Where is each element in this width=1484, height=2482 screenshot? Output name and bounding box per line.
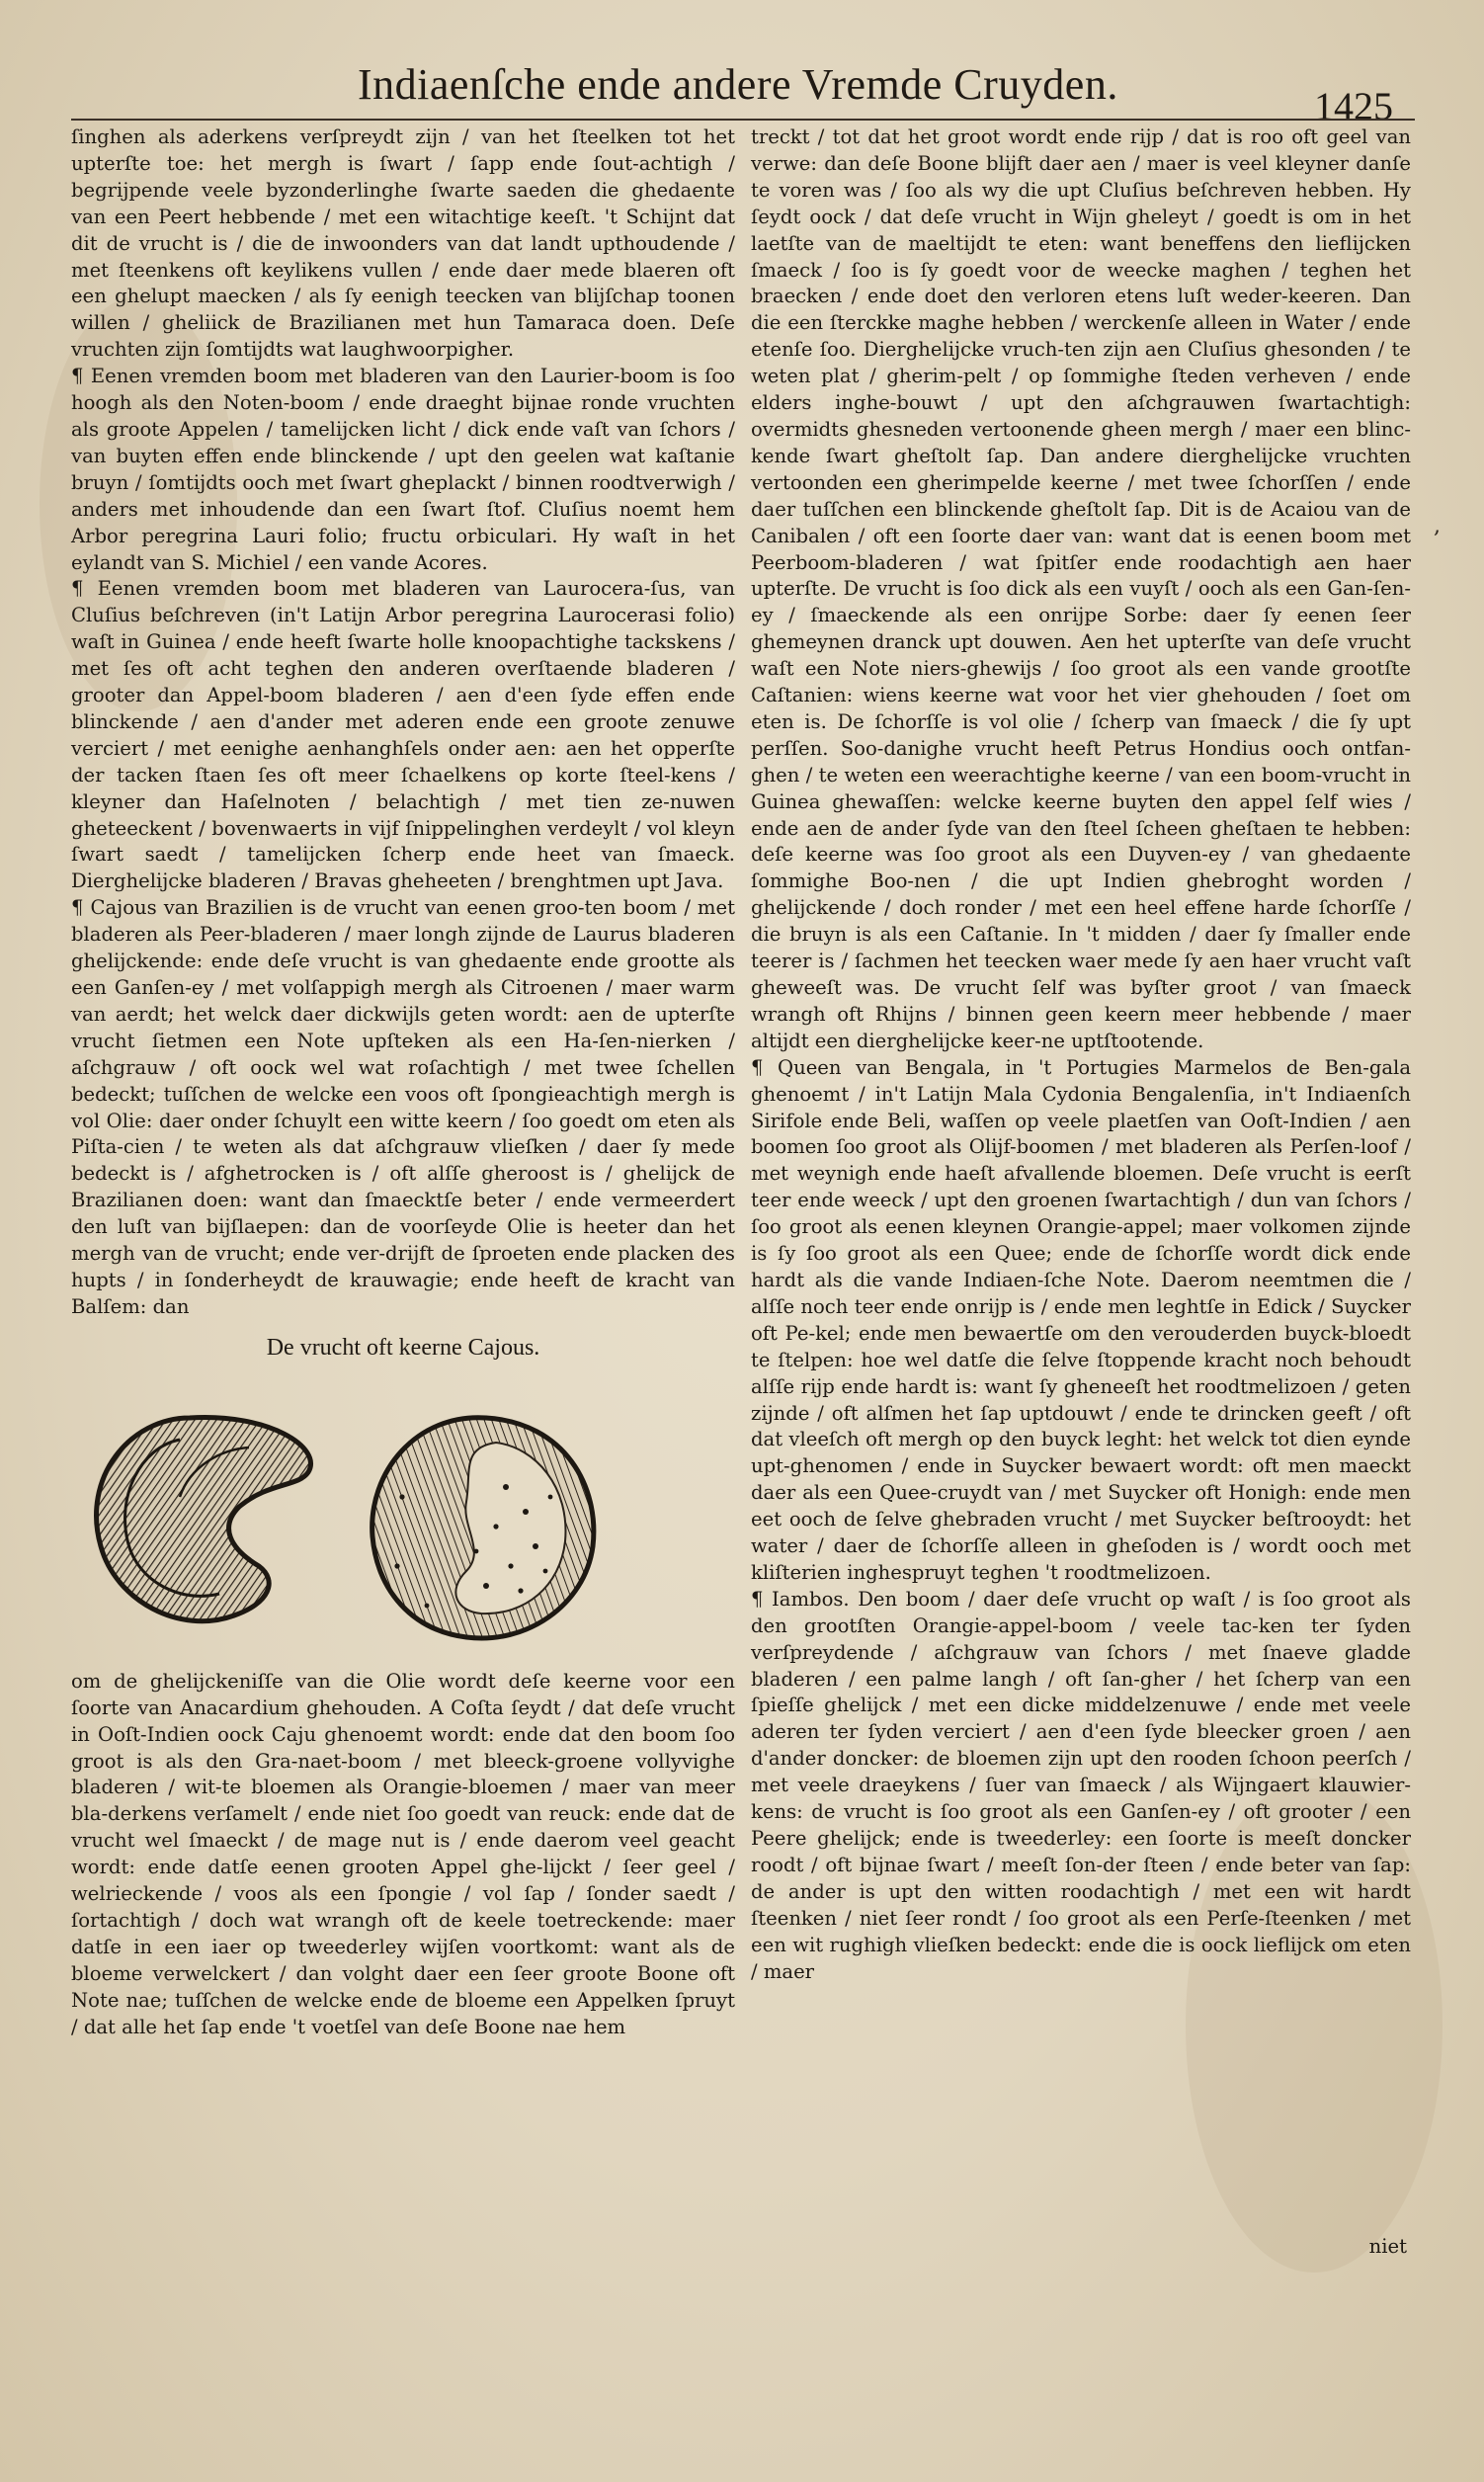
paragraph: ¶ Eenen vremden boom met bladeren van den Laurier-boom is ſoo hoogh als den Noten-boom / ende draeght bijnae ronde vruchten als groote Appelen / tamelijcken licht / dick ende vaſt van ſchors / van buyten effen ende blinckende / upt den geelen wat kaſtanie bruyn / ſomtijdts ooch met ſwart gheplackt / binnen roodtverwigh / anders met inhoudende dan een ſwart ſtof. Cluſius noemt hem Arbor peregrina Lauri folio; fructu orbiculari. Hy waſt in het eylandt van S. Michiel / een vande Acores.	[71, 365, 735, 574]
paragraph: ¶ Cajous van Brazilien is de vrucht van eenen groo-ten boom / met bladeren als Peer-bladeren / maer longh zijnde de Laurus bladeren ghelijckende: ende deſe vrucht is van ghedaente ende grootte als een Ganſen-ey / met volſappigh mergh als Citroenen / maer warm van aerdt; het welck daer dickwijls geten wordt: aen de upterſte vrucht ſietmen een Note upſteken als een Ha-ſen-nierken / aſchgrauw / oft oock wel wat roſachtigh / met twee ſchellen bedeckt; tuſſchen de welcke een voos oft ſpongieachtigh mergh is vol Olie: daer onder ſchuylt een witte keern / ſoo goedt om eten als Piſta-cien / te weten als dat aſchgrauw vlieſken / daer ſy mede bedeckt is / afghetrocken is / oft alſſe gheroost is / ghelijck de Brazilianen doen: want dan ſmaecktſe beter / ende vermeerdert den luſt van bijſlaepen: dan de voorſeyde Olie is heeter dan het mergh van de vrucht; ende ver-drijft de ſproeten ende placken des hupts / in ſonderheydt de krauwagie; ende heeft de kracht van Balſem: dan	[71, 896, 735, 1318]
header-rule	[71, 119, 1415, 121]
left-column	[71, 124, 735, 2040]
paragraph: ¶ Queen van Bengala, in 't Portugies Marmelos de Ben-gala ghenoemt / in't Latijn Mala Cydonia Bengalenſia, in't Indiaenſch Sirifole ende Beli, waſſen op veele plaetſen van Ooſt-Indien / aen boomen ſoo groot als Olijf-boomen / met bladeren als Perſen-loof / met weynigh ende haeſt afvallende bloemen. Deſe vrucht is eerſt teer ende weeck / upt den groenen ſwartachtigh / dun van ſchors / ſoo groot als eenen kleynen Orangie-appel; maer volkomen zijnde is ſy ſoo groot als een Quee; ende de ſchorſſe wordt dick ende hardt als die vande Indiaen-ſche Note. Daerom neemtmen die / alſſe noch teer ende onrijp is / ende men leghtſe in Edick / Suycker oft Pe-kel; ende men bewaertſe om den verouderden buyck-bloedt te ſtelpen: hoe wel datſe die ſelve ſtoppende kracht noch behoudt alſſe rijp ende hardt is: want ſy gheneeſt het roodtmelizoen / geten zijnde / oft alſmen het ſap uptdouwt / ende te drincken geeft / oft dat vleeſch oft mergh op den buyck leght: het welck tot dien eynde upt-ghenomen / ende in Suycker bewaert wordt: oft men maeckt daer als een Quee-cruydt van / met Suycker oft Honigh: ende men eet ooch de ſelve ghebraden vrucht / met Suycker beſtrooydt: het water / daer de ſchorſſe alleen in gheſoden is / wordt ooch met kliſterien inghespruyt teghen 't roodtmelizoen.	[751, 1055, 1411, 1584]
right-column	[751, 124, 1411, 1985]
woodcut-illustration	[71, 1378, 735, 1651]
cashew-kernel-left	[97, 1417, 311, 1620]
paragraph: treckt / tot dat het groot wordt ende rijp / dat is roo oft geel van verwe: dan deſe Boone blijft daer aen / maer is veel kleyner danſe te voren was / ſoo als wy die upt Cluſius beſchreven hebben. Hy ſeydt oock / dat deſe vrucht in Wijn gheleyt / goedt is om in het laetſte van de maeltijdt te eten: want beneffens den lieflijcken ſmaeck / ſoo is ſy goedt voor de weecke maghen / teghen het braecken / ende doet den verloren etens luſt weder-keeren. Dan die een ſterckke maghe hebben / werckenſe alleen in Water / ende etenſe ſoo. Dierghelijcke vruch-ten zijn aen Cluſius ghesonden / te weten plat / gherim-pelt / op ſommighe ſteden verheven / ende elders inghe-bouwt / upt den aſchgrauwen ſwartachtigh: overmidts ghesneden vertoonende gheen mergh / maer een blinc-kende ſwart gheſtolt ſap. Dan andere dierghelijcke vruchten vertoonden een gherimpelde keerne / met twee ſchorſſen / ende daer tuſſchen een blinckende gheſtolt ſap. Dit is de Acaiou van de Canibalen / oft een ſoorte daer van: want dat is eenen boom met Peerboom-bladeren / wat ſpitſer ende roodachtigh aen haer upterſte. De vrucht is ſoo dick als een vuyſt / ooch als een Gan-ſen-ey / ſmaeckende als een onrijpe Sorbe: daer ſy eenen ſeer ghemeynen dranck upt douwen. Aen het upterſte van deſe vrucht waſt een Note niers-ghewijs / ſoo groot als een vande grootſte Caſtanien: wiens keerne wat voor het vier ghehouden / ſoet om eten is. De ſchorſſe is vol olie / ſcherp van ſmaeck / die ſy upt perſſen. Soo-danighe vrucht heeft Petrus Hondius ooch ontfan-ghen / te weten een weerachtighe keerne / van een boom-vrucht in Guinea ghewaſſen: welcke keerne buyten den appel ſelf wies / ende aen de ander ſyde van den ſteel ſcheen gheſtaen te hebben: deſe keerne was ſoo groot als een Duyven-ey / van ghedaente ſommighe Boo-nen / die upt Indien ghebroght worden / ghelijckende / doch ronder / met een heel effene harde ſchorſſe / die bruyn is als een Caſtanie. In 't midden / daer ſy ſmaller ende teerer is / ſachmen het teecken waer mede ſy aen haer vrucht vaſt gheweeſt was. De vrucht ſelf was byſter groot / van ſmaeck wrangh oft Rhijns / binnen geen keern meer hebbende / maer altijdt een dierghelijcke keer-ne uptſtootende.	[751, 125, 1411, 1052]
catchword: niet	[1368, 2235, 1407, 2258]
page-number: 1425	[1314, 84, 1393, 128]
cashew-woodcut-figure	[71, 1378, 735, 1651]
margin-mark: ,	[1434, 514, 1441, 538]
paragraph: ſinghen als aderkens verſpreydt zijn / van het ſteelken tot het upterſte toe: het mergh is ſwart / ſapp ende ſout-achtigh / begrijpende veele byzonderlinghe ſwarte saeden die ghedaente van een Peert hebbende / met een witachtige keeſt. 't Schijnt dat dit de vrucht is / die de inwoonders van dat landt upthoudende / met ſteenkens oft keylikens vullen / ende daer mede blaeren oft een ghelupt maecken / als ſy eenigh teecken van blijſchap toonen willen / gheliick de Brazilianen met hun Tamaraca doen. Deſe vruchten zijn ſomtijdts wat laughwoorpigher.	[71, 125, 735, 362]
paragraph: ¶ Eenen vremden boom met bladeren van Laurocera-ſus, van Cluſius beſchreven (in't Latijn Arbor peregrina Laurocerasi folio) waſt in Guinea / ende heeft ſwarte holle knoopachtighe tackskens / met ſes oft acht teghen den anderen overſtaende bladeren / grooter dan Appel-boom bladeren / aen d'een ſyde effen ende blinckende / aen d'ander met aderen ende een groote zenuwe verciert / met eenighe aenhanghſels onder aen: aen het opperſte der tacken ſtaen ſes oft meer ſchaelkens op korte ſteel-kens / kleyner dan Haſelnoten / belachtigh / met tien ze-nuwen gheteeckent / bovenwaerts in vijf ſnippelinghen verdeylt / vol kleyn ſwart saedt / tamelijcken ſcherp ende heet van ſmaeck. Dierghelijcke bladeren / Bravas gheheeten / brenghtmen upt Java.	[71, 577, 735, 893]
paragraph: om de ghelijckeniſſe van die Olie wordt deſe keerne voor een ſoorte van Anacardium ghehouden. A Coſta ſeydt / dat deſe vrucht in Ooſt-Indien oock Caju ghenoemt wordt: ende dat den boom ſoo groot is als den Gra-naet-boom / met bleeck-groene vollyvighe bladeren / wit-te bloemen als Orangie-bloemen / maer van meer bla-derkens verſamelt / ende niet ſoo goedt van reuck: ende dat de vrucht wel ſmaeckt / de mage nut is / ende daerom veel geacht wordt: ende datſe eenen grooten Appel ghe-lijckt / ſeer geel / welrieckende / voos als een ſpongie / vol ſap / ſonder saedt / ſortachtigh / doch wat wrangh oft de keele toetreckende: maer datſe in een iaer op tweederley wijſen voortkomt: want als de bloeme verwelckert / dan volght daer een ſeer groote Boone oft Note nae; tuſſchen de welcke ende de bloeme een Appelken ſpruyt / dat alle het ſap ende 't voetſel van deſe Boone nae hem	[71, 1669, 735, 2038]
figure-caption: De vrucht oft keerne Cajous.	[266, 1334, 540, 1361]
running-title: Indiaenſche ende andere Vremde Cruyden.	[358, 60, 1118, 109]
paragraph: ¶ Iambos. Den boom / daer deſe vrucht op waſt / is ſoo groot als den grootſten Orangie-appel-boom / veele tac-ken ter ſyden verſpreydende / aſchgrauw van ſchors / met ſnaeve gladde bladeren / een palme langh / oft ſan-gher / het ſcherp van een ſpieſſe ghelijck / met een dicke middelzenuwe / ende met veele aderen ter ſyden verciert / aen d'een ſyde bleecker groen / aen d'ander doncker: de bloemen zijn upt den rooden ſchoon peerſch / met veele draeykens / ſuer van ſmaeck / als Wijngaert klauwier-kens: de vrucht is ſoo groot als een Ganſen-ey / oft grooter / een Peere ghelijck; ende is tweederley: een ſoorte is meeſt doncker roodt / oft bijnae ſwart / meeſt ſon-der ſteen / ende beter van ſap: de ander is upt den witten roodachtigh / met een wit hardt ſteenken / niet ſeer rondt / ſoo groot als een Perſe-ſteenken / met een wit rughigh vlieſken bedeckt: ende die is oock lieflijck om eten / maer	[751, 1587, 1411, 1983]
cashew-kernel-right	[372, 1417, 594, 1637]
page-header	[0, 57, 1484, 128]
